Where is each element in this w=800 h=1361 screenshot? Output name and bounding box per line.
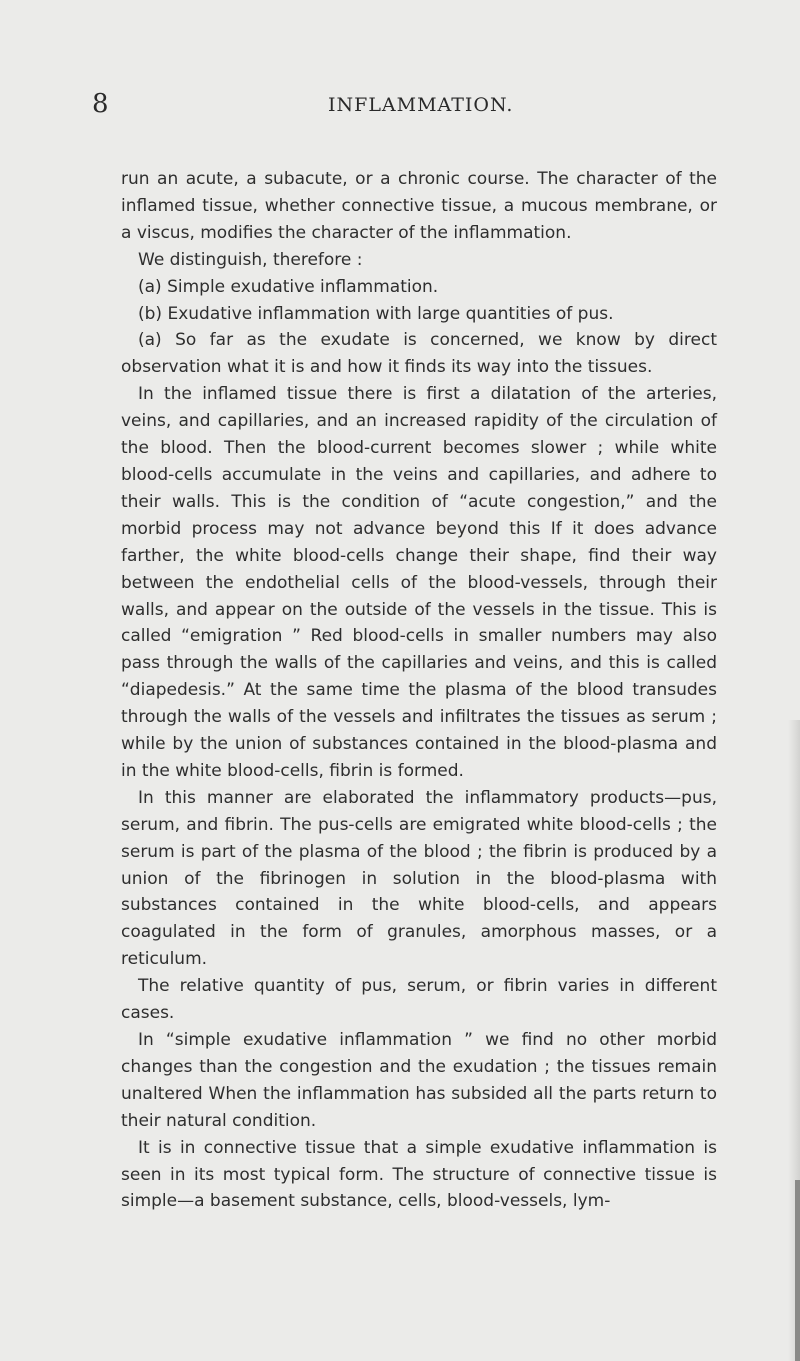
paragraph: In the inflamed tissue there is first a dilatation of the arteries, veins, and capillaries, and an increased rapidity of the circulation of the blood. Then the blood-current becomes slower ; while white blood-cells accumulate in the veins and capillaries, and adhere to their walls. This is the condition of “acute congestion,” and the morbid process may not advance beyond this If it does advance farther, the white blood-cells change their shape, find their way between the endothelial cells of the blood-vessels, through their walls, and appear on the outside of the vessels in the tissue. This is called “emigration ” Red blood-cells in smaller numbers may also pass through the walls of the capillaries and veins, and this is called “diapedesis.” At the same time the plasma of the blood transudes through the walls of the vessels and infiltrates the tissues as serum ; while by the union of substances contained in the blood-plasma and in the white blood-cells, fibrin is formed.	[121, 384, 717, 781]
page-number: 8	[92, 89, 109, 119]
page-header	[0, 87, 800, 127]
paragraph: run an acute, a subacute, or a chronic course. The character of the inflamed tissue, whether connective tissue, a mucous membrane, or a viscus, modifies the character of the inflammation.	[121, 169, 717, 243]
paragraph: (a) So far as the exudate is concerned, we know by direct observation what it is and how it finds its way into the tissues.	[121, 330, 717, 378]
paragraph: The relative quantity of pus, serum, or fibrin varies in different cases.	[121, 976, 717, 1024]
paragraph: (b) Exudative inflammation with large quantities of pus.	[138, 303, 614, 324]
running-head: INFLAMMATION.	[328, 94, 514, 116]
paragraph: (a) Simple exudative inflammation.	[138, 276, 439, 297]
paragraph: In this manner are elaborated the inflammatory products—pus, serum, and fibrin. The pus-cells are emigrated white blood-cells ; the serum is part of the plasma of the blood ; the fibrin is produced by a union of the fibrinogen in solution in the blood-plasma with substances contained in the white blood-cells, and appears coagulated in the form of granules, amorphous masses, or a reticulum.	[121, 787, 717, 970]
page-edge-dark	[795, 1180, 800, 1361]
paragraph: We distinguish, therefore :	[138, 249, 363, 270]
body-text	[121, 166, 717, 1215]
paragraph: It is in connective tissue that a simple exudative inflammation is seen in its most typical form. The structure of connective tissue is simple—a basement substance, cells, blood-vessels, lym-	[121, 1137, 717, 1212]
paragraph: In “simple exudative inflammation ” we find no other morbid changes than the congestion and the exudation ; the tissues remain unaltered When the inflammation has subsided all the parts return to their natural condition.	[121, 1030, 717, 1131]
